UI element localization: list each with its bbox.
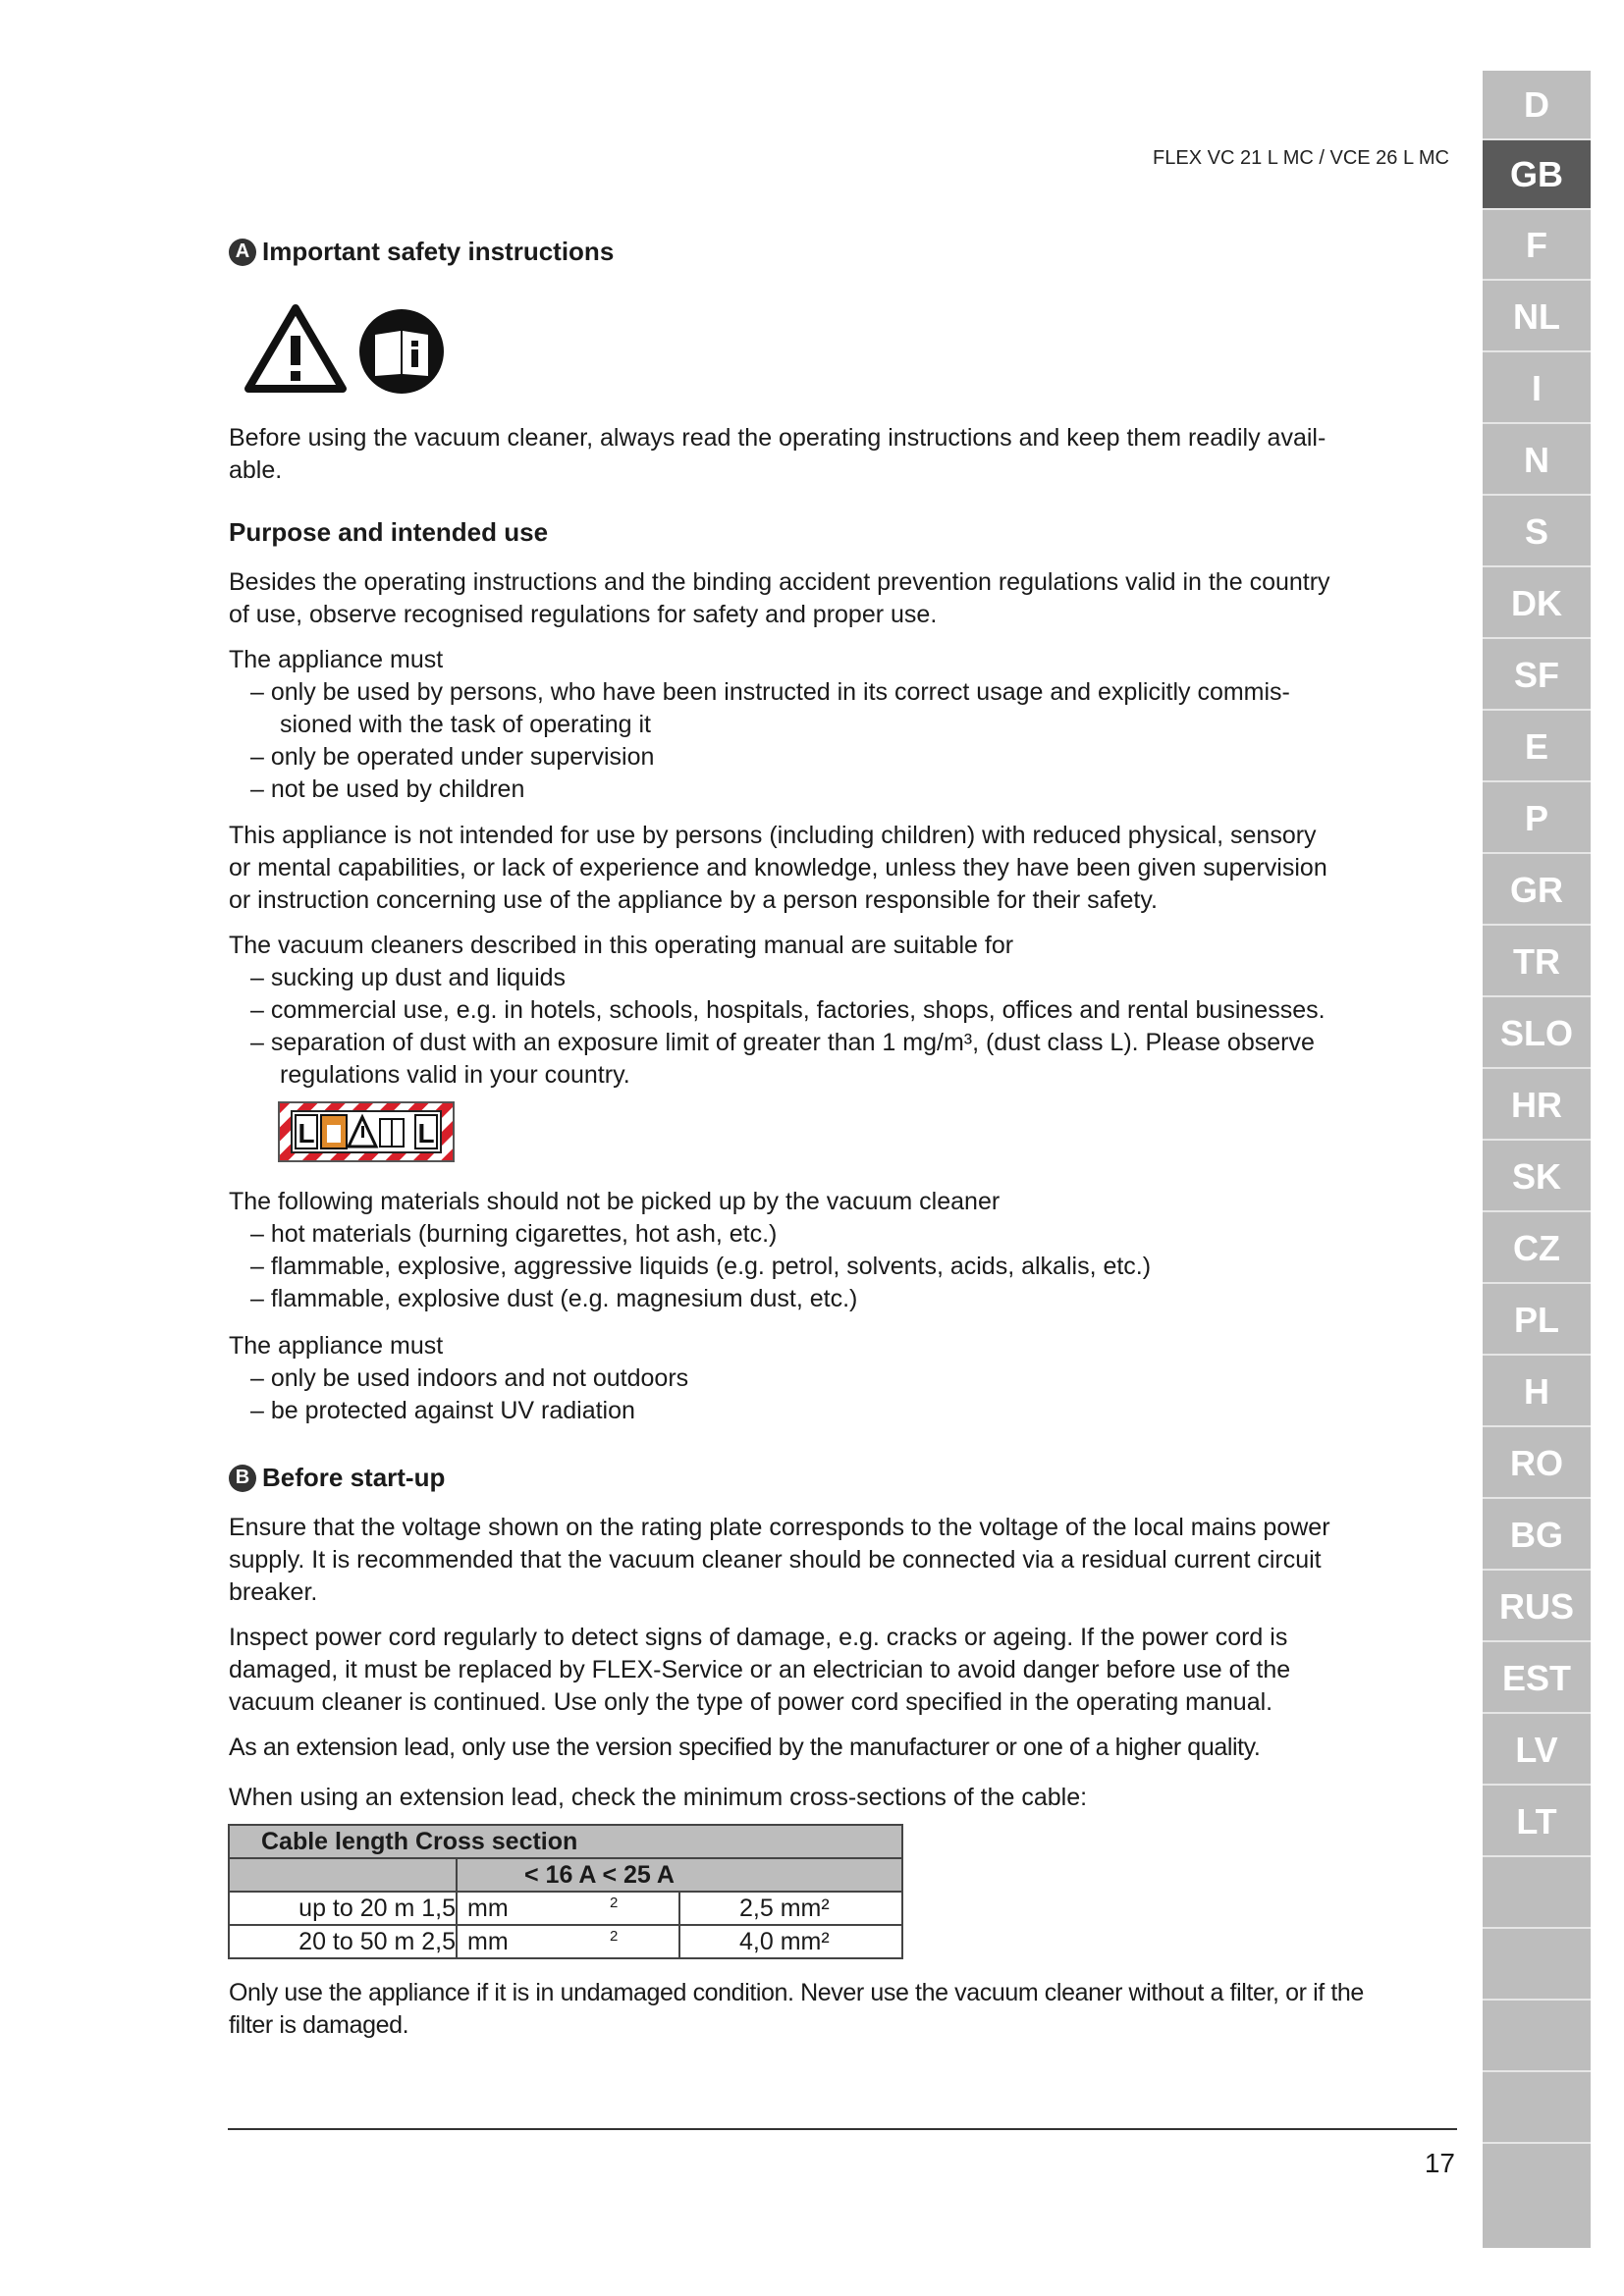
lang-tab-lv[interactable]: LV: [1483, 1716, 1591, 1786]
lang-tab-empty: [1483, 1931, 1591, 2001]
lang-tab-slo[interactable]: SLO: [1483, 999, 1591, 1069]
table-cell: 20 to 50 m 2,5: [229, 1925, 457, 1958]
lang-tab-h[interactable]: H: [1483, 1358, 1591, 1427]
lang-tab-hr[interactable]: HR: [1483, 1071, 1591, 1141]
not-intended-text: or mental capabilities, or lack of experience and knowledge, unless they have been given supervision: [229, 854, 1327, 881]
warning-triangle-icon: [244, 302, 348, 400]
table-unit: mm: [467, 1894, 509, 1922]
lang-tab-sf[interactable]: SF: [1483, 641, 1591, 711]
list-item: – only be operated under supervision: [250, 743, 655, 771]
section-b-title: Before start-up: [262, 1463, 446, 1492]
list-heading: The appliance must: [229, 646, 444, 673]
footer-divider: [228, 2128, 1457, 2130]
list-item: – hot materials (burning cigarettes, hot ash, etc.): [250, 1220, 778, 1248]
lang-tab-nl[interactable]: NL: [1483, 283, 1591, 352]
list-item: – not be used by children: [250, 775, 525, 803]
list-item: – separation of dust with an exposure limit of greater than 1 mg/m³, (dust class L). Please observe: [250, 1029, 1315, 1056]
purpose-text: of use, observe recognised regulations for safety and proper use.: [229, 601, 938, 628]
lang-tab-gb[interactable]: GB: [1483, 140, 1591, 210]
list-item: – be protected against UV radiation: [250, 1397, 635, 1424]
read-manual-icon: [357, 307, 446, 400]
lang-tab-i[interactable]: I: [1483, 354, 1591, 424]
lang-tab-s[interactable]: S: [1483, 498, 1591, 567]
lang-tab-empty: [1483, 2002, 1591, 2072]
list-item-cont: regulations valid in your country.: [280, 1061, 630, 1089]
table-unit-sup: 2: [610, 1895, 619, 1911]
page-number: 17: [1424, 2148, 1455, 2178]
section-a-title: Important safety instructions: [262, 237, 615, 266]
list-item: – sucking up dust and liquids: [250, 964, 567, 991]
voltage-text: supply. It is recommended that the vacuum cleaner should be connected via a residual current circuit: [229, 1546, 1322, 1574]
table-unit: mm: [467, 1927, 509, 1955]
lang-tab-rus[interactable]: RUS: [1483, 1573, 1591, 1642]
lang-tab-p[interactable]: P: [1483, 784, 1591, 854]
table-cell: [457, 1925, 679, 1958]
undamaged-condition-text: filter is damaged.: [229, 2011, 409, 2039]
purpose-text: Besides the operating instructions and the binding accident prevention regulations valid in the country: [229, 568, 1330, 596]
section-b-heading: [229, 1463, 445, 1493]
intro-text-cont: able.: [229, 456, 283, 484]
undamaged-condition-text: Only use the appliance if it is in undamaged condition. Never use the vacuum cleaner without a filter, or if the: [229, 1979, 1364, 2006]
table-header-blank: [229, 1858, 457, 1892]
list-item: – only be used indoors and not outdoors: [250, 1364, 689, 1392]
list-heading: The vacuum cleaners described in this operating manual are suitable for: [229, 932, 1014, 959]
lang-tab-cz[interactable]: CZ: [1483, 1214, 1591, 1284]
lang-tab-ro[interactable]: RO: [1483, 1429, 1591, 1499]
table-cell: 2,5 mm²: [679, 1892, 902, 1925]
cable-table: [228, 1824, 903, 1959]
lang-tab-n[interactable]: N: [1483, 426, 1591, 496]
language-sidebar: [1483, 71, 1591, 2248]
table-header-cell: Cable length Cross section: [229, 1825, 902, 1858]
dust-class-letter-right: L: [417, 1118, 435, 1148]
lang-tab-bg[interactable]: BG: [1483, 1501, 1591, 1571]
list-item: – commercial use, e.g. in hotels, schools, hospitals, factories, shops, offices and rental businesses.: [250, 996, 1326, 1024]
intro-text: Before using the vacuum cleaner, always read the operating instructions and keep them readily avail-: [229, 424, 1326, 452]
table-row: [229, 1925, 902, 1958]
voltage-text: Ensure that the voltage shown on the rating plate corresponds to the voltage of the local mains power: [229, 1514, 1330, 1541]
lang-tab-empty: [1483, 2146, 1591, 2216]
list-item: – only be used by persons, who have been instructed in its correct usage and explicitly commis-: [250, 678, 1290, 706]
table-cell: up to 20 m 1,5: [229, 1892, 457, 1925]
cross-section-intro: When using an extension lead, check the minimum cross-sections of the cable:: [229, 1784, 1088, 1811]
power-cord-text: Inspect power cord regularly to detect signs of damage, e.g. cracks or ageing. If the power cord is: [229, 1624, 1288, 1651]
table-header-cell: < 16 A < 25 A: [457, 1858, 902, 1892]
lang-tab-tr[interactable]: TR: [1483, 928, 1591, 997]
power-cord-text: damaged, it must be replaced by FLEX-Service or an electrician to avoid danger before use of the: [229, 1656, 1291, 1683]
lang-tab-dk[interactable]: DK: [1483, 569, 1591, 639]
document-model-header: FLEX VC 21 L MC / VCE 26 L MC: [1153, 147, 1449, 169]
table-cell: [457, 1892, 679, 1925]
table-unit-sup: 2: [610, 1928, 619, 1945]
purpose-heading: Purpose and intended use: [229, 517, 549, 547]
not-intended-text: This appliance is not intended for use by persons (including children) with reduced physical, sensory: [229, 822, 1317, 849]
section-b-badge: B: [229, 1465, 256, 1492]
lang-tab-est[interactable]: EST: [1483, 1644, 1591, 1714]
extension-lead-text: As an extension lead, only use the version specified by the manufacturer or one of a higher quality.: [229, 1734, 1261, 1761]
lang-tab-sk[interactable]: SK: [1483, 1143, 1591, 1212]
table-cell: 4,0 mm²: [679, 1925, 902, 1958]
table-row: [229, 1892, 902, 1925]
lang-tab-pl[interactable]: PL: [1483, 1286, 1591, 1356]
lang-tab-lt[interactable]: LT: [1483, 1788, 1591, 1857]
power-cord-text: vacuum cleaner is continued. Use only the type of power cord specified in the operating manual.: [229, 1688, 1273, 1716]
lang-tab-f[interactable]: F: [1483, 211, 1591, 281]
lang-tab-empty: [1483, 1859, 1591, 1929]
not-intended-text: or instruction concerning use of the appliance by a person responsible for their safety.: [229, 886, 1158, 914]
list-heading: The appliance must: [229, 1332, 444, 1360]
list-item: – flammable, explosive, aggressive liquids (e.g. petrol, solvents, acids, alkalis, etc.): [250, 1253, 1152, 1280]
list-heading: The following materials should not be picked up by the vacuum cleaner: [229, 1188, 1001, 1215]
section-a-heading: [229, 237, 614, 267]
lang-tab-d[interactable]: D: [1483, 71, 1591, 140]
voltage-text: breaker.: [229, 1578, 318, 1606]
section-a-badge: A: [229, 239, 256, 266]
dust-class-letter-left: L: [298, 1118, 315, 1148]
lang-tab-gr[interactable]: GR: [1483, 856, 1591, 926]
list-item: – flammable, explosive dust (e.g. magnesium dust, etc.): [250, 1285, 858, 1312]
lang-tab-e[interactable]: E: [1483, 713, 1591, 782]
dust-class-l-label-icon: [278, 1101, 455, 1167]
list-item-cont: sioned with the task of operating it: [280, 711, 652, 738]
lang-tab-empty: [1483, 2074, 1591, 2144]
